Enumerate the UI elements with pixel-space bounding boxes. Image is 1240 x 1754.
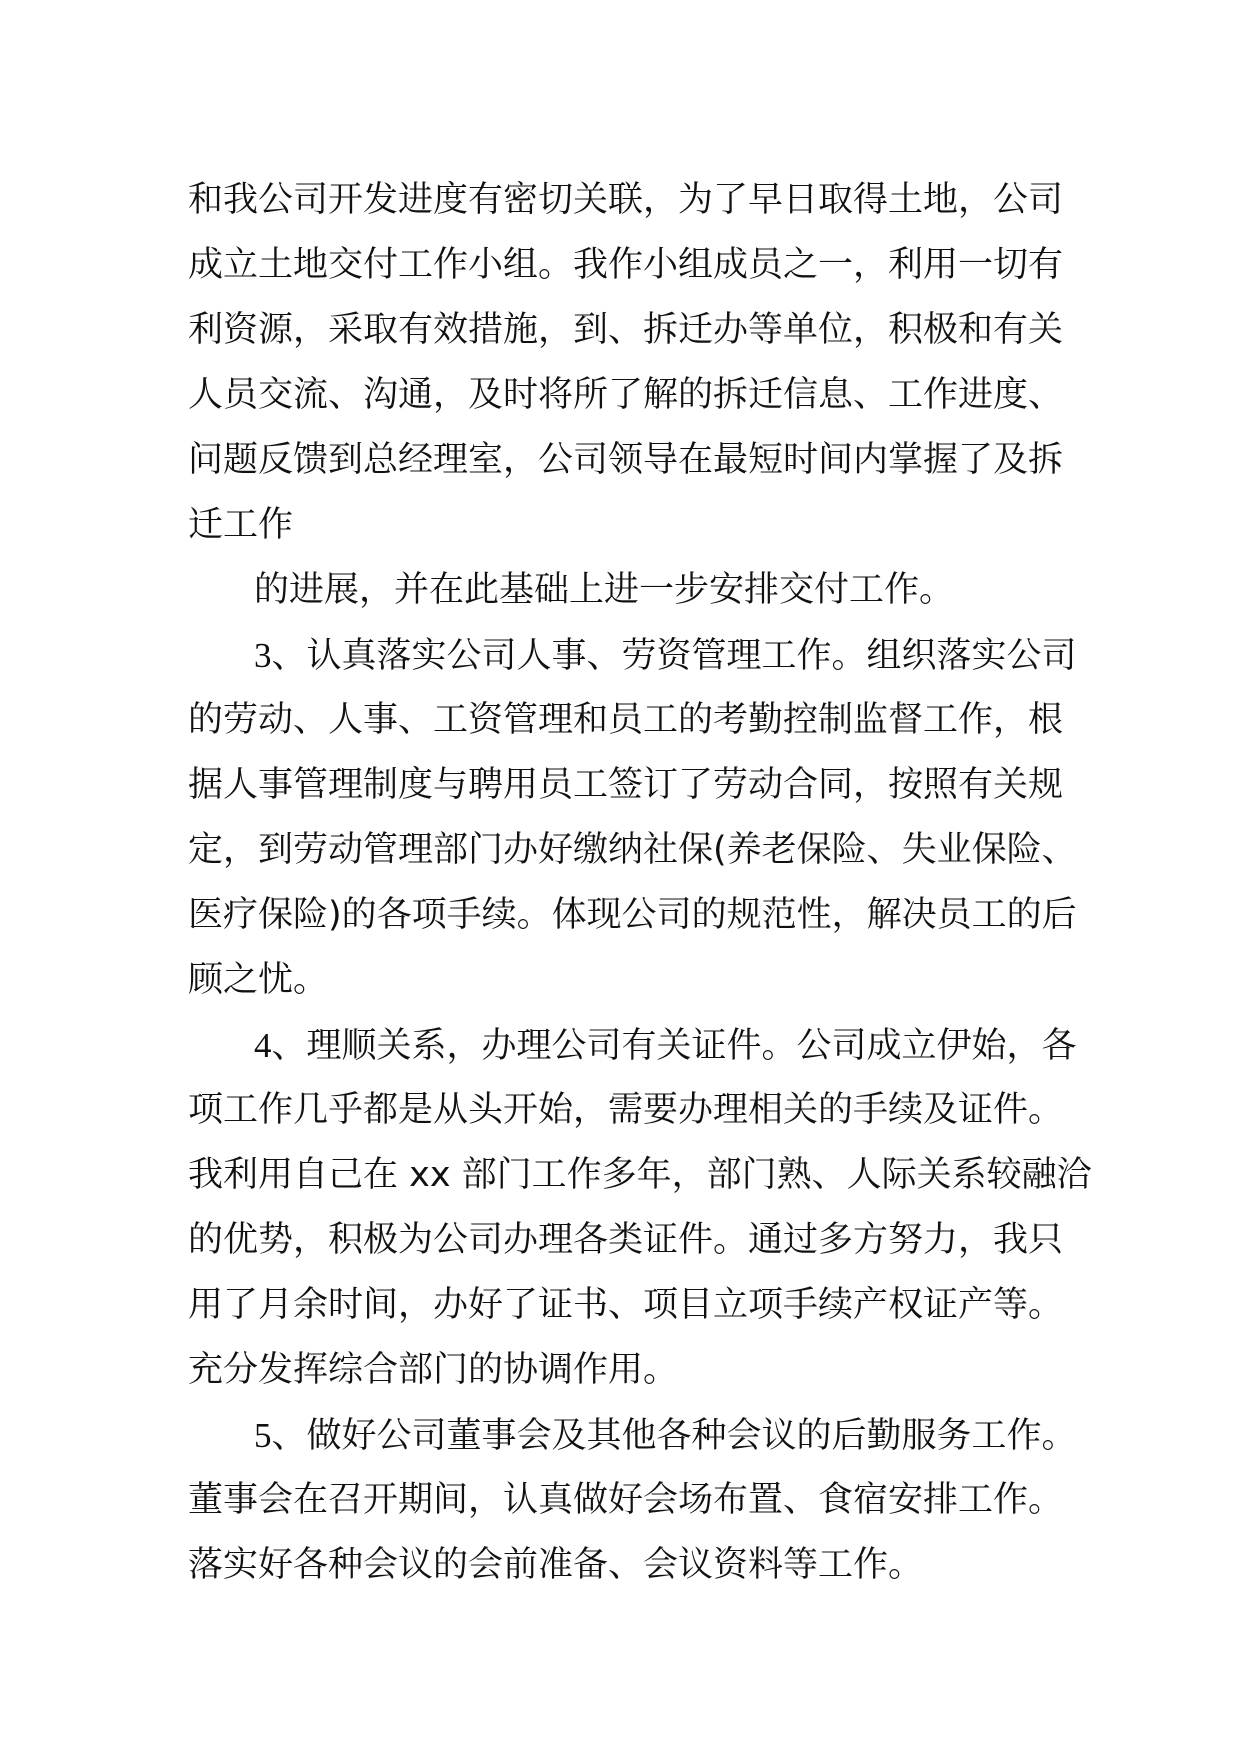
text-line: 问题反馈到总经理室，公司领导在最短时间内掌握了及拆	[188, 440, 1064, 480]
paragraph-item-4	[188, 1013, 1092, 1403]
item-number: 4	[254, 1026, 272, 1065]
item-number: 3	[254, 636, 272, 675]
text-line: 医疗保险)的各项手续。体现公司的规范性，解决员工的后	[188, 895, 1077, 935]
text-line: 人员交流、沟通，及时将所了解的拆迁信息、工作进度、	[188, 375, 1064, 415]
document-body	[188, 168, 1092, 1598]
text-line: 据人事管理制度与聘用员工签订了劳动合同，按照有关规	[188, 765, 1064, 805]
text-line: 和我公司开发进度有密切关联，为了早日取得土地，公司	[188, 180, 1064, 220]
text-line: 定，到劳动管理部门办好缴纳社保(养老保险、失业保险、	[188, 830, 1077, 870]
text-line: 迁工作	[188, 505, 294, 545]
paragraph-progress	[188, 558, 1068, 623]
text-line: 用了月余时间，办好了证书、项目立项手续产权证产等。	[188, 1285, 1064, 1325]
paragraph-land-delivery	[188, 168, 1068, 558]
text-line-first	[188, 1013, 1077, 1078]
text-line: 董事会在召开期间，认真做好会场布置、食宿安排工作。	[188, 1480, 1064, 1520]
text-line-first	[188, 623, 1077, 688]
text-line: 的进展，并在此基础上进一步安排交付工作。	[254, 570, 955, 610]
text-line: 成立土地交付工作小组。我作小组成员之一，利用一切有	[188, 245, 1064, 285]
text-segment: 、做好公司董事会及其他各种会议的后勤服务工作。	[271, 1416, 1077, 1456]
text-line: 落实好各种会议的会前准备、会议资料等工作。	[188, 1545, 924, 1585]
text-segment: 、认真落实公司人事、劳资管理工作。组织落实公司	[271, 636, 1077, 676]
text-line-first	[188, 1403, 1077, 1468]
paragraph-item-3	[188, 623, 1077, 1013]
text-segment: 、理顺关系，办理公司有关证件。公司成立伊始，各	[271, 1026, 1077, 1066]
text-line: 利资源，采取有效措施，到、拆迁办等单位，积极和有关	[188, 310, 1064, 350]
text-line: 的劳动、人事、工资管理和员工的考勤控制监督工作，根	[188, 700, 1064, 740]
item-number: 5	[254, 1416, 272, 1455]
text-line: 的优势，积极为公司办理各类证件。通过多方努力，我只	[188, 1220, 1064, 1260]
text-line: 我利用自己在 xx 部门工作多年，部门熟、人际关系较融洽	[188, 1155, 1092, 1195]
text-line: 顾之忧。	[188, 960, 329, 1000]
text-line: 项工作几乎都是从头开始，需要办理相关的手续及证件。	[188, 1090, 1064, 1130]
text-line: 充分发挥综合部门的协调作用。	[188, 1350, 679, 1390]
paragraph-item-5	[188, 1403, 1077, 1598]
